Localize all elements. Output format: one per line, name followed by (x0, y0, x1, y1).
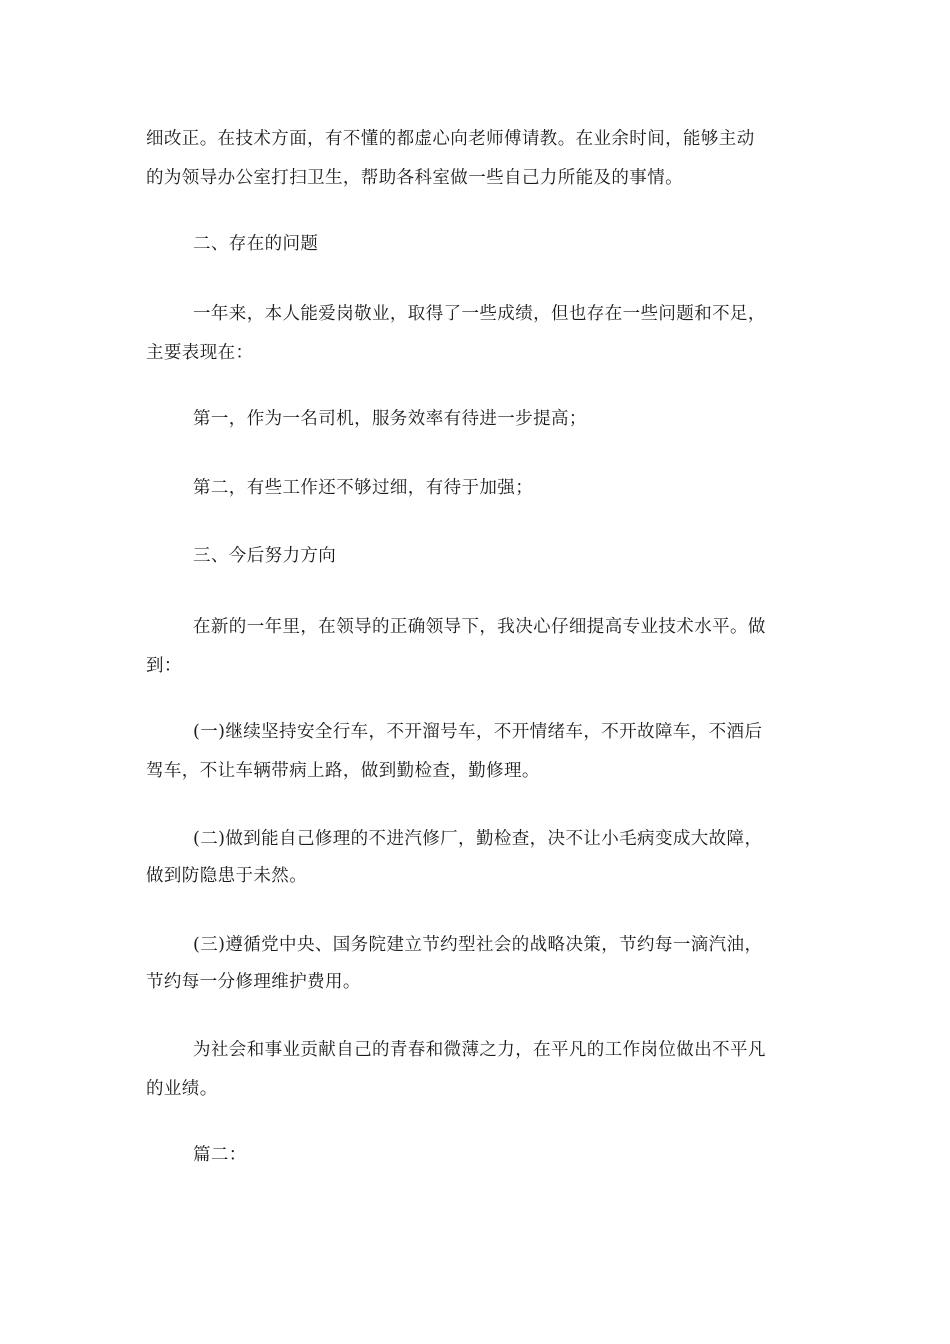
list-item-line: 做到防隐患于未然。 (146, 866, 308, 886)
section-heading-direction: 三、今后努力方向 (193, 546, 337, 566)
list-item-line: 节约每一分修理维护费用。 (146, 972, 361, 992)
section-heading-problems: 二、存在的问题 (193, 234, 319, 254)
paragraph-line: 的为领导办公室打扫卫生，帮助各科室做一些自己力所能及的事情。 (146, 168, 683, 188)
list-item-line: (三)遵循党中央、国务院建立节约型社会的战略决策，节约每一滴汽油， (193, 935, 763, 955)
paragraph-line: 主要表现在： (146, 343, 254, 363)
paragraph-line: 的业绩。 (146, 1079, 218, 1099)
list-item-line: 驾车，不让车辆带病上路，做到勤检查，勤修理。 (146, 761, 540, 781)
paragraph-line: 一年来，本人能爱岗敬业，取得了一些成绩，但也存在一些问题和不足， (193, 304, 766, 324)
section-heading-part-two: 篇二： (193, 1145, 247, 1165)
paragraph-line: 在新的一年里，在领导的正确领导下，我决心仔细提高专业技术水平。做 (193, 617, 766, 637)
paragraph-line: 到： (146, 656, 182, 676)
paragraph-line: 为社会和事业贡献自己的青春和微薄之力，在平凡的工作岗位做出不平凡 (193, 1040, 766, 1060)
paragraph-line: 细改正。在技术方面，有不懂的都虚心向老师傅请教。在业余时间，能够主动 (146, 129, 755, 149)
list-item-line: (二)做到能自己修理的不进汽修厂，勤检查，决不让小毛病变成大故障， (193, 829, 763, 849)
list-item-line: (一)继续坚持安全行车，不开溜号车，不开情绪车，不开故障车，不酒后 (193, 722, 763, 742)
paragraph-line: 第二，有些工作还不够过细，有待于加强； (193, 478, 534, 498)
paragraph-line: 第一，作为一名司机，服务效率有待进一步提高； (193, 409, 587, 429)
